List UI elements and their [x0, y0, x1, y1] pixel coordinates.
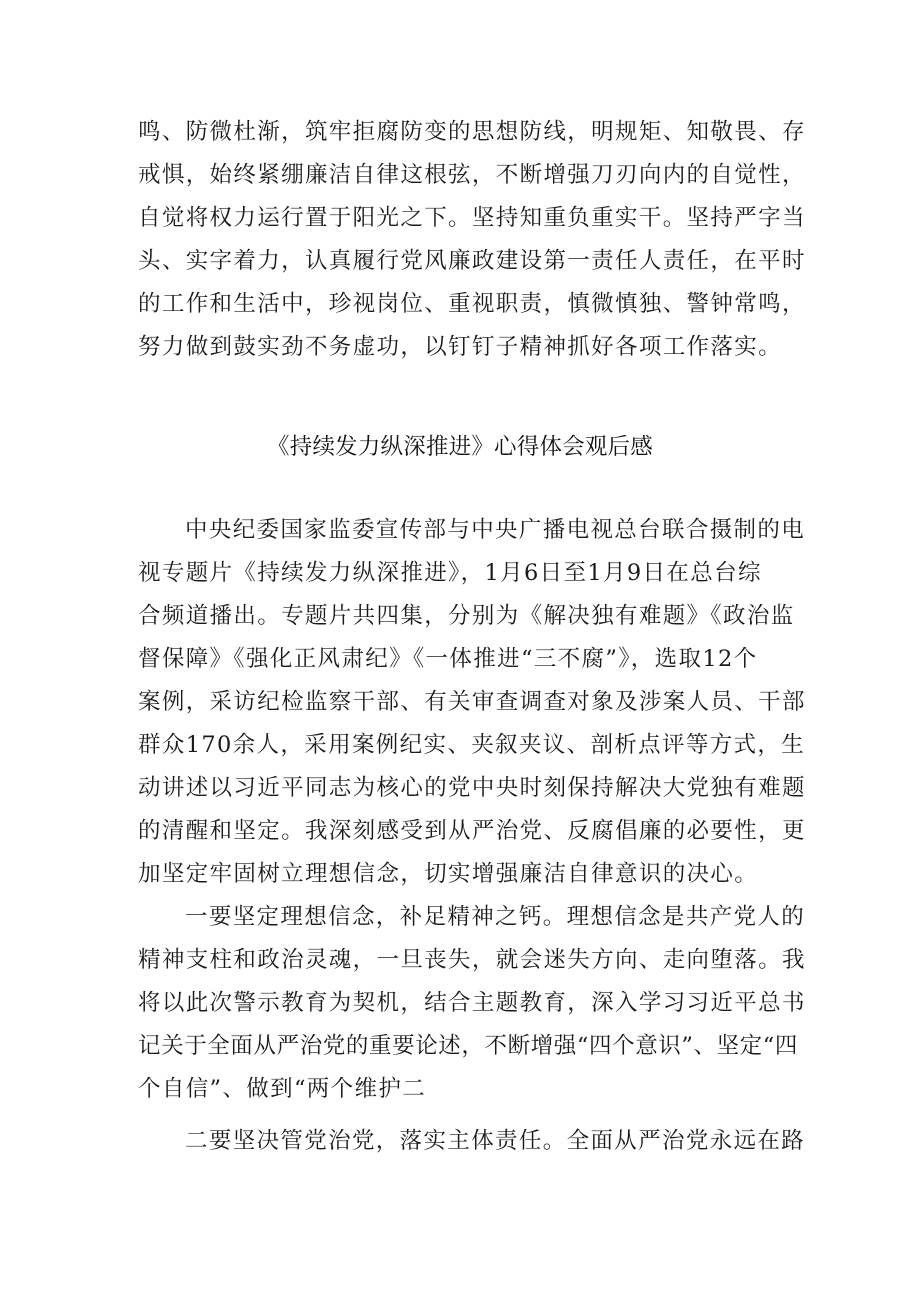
paragraph-line: 的清醒和坚定。我深刻感受到从严治党、反腐倡廉的必要性，更 [138, 818, 806, 844]
paragraph-line: 视专题片《持续发力纵深推进》，1月6日至1月9日在总台综 [138, 560, 762, 586]
paragraph-line: 群众170余人，采用案例纪实、夹叙夹议、剖析点评等方式，生 [138, 732, 806, 758]
paragraph-line: 自觉将权力运行置于阳光之下。坚持知重负重实干。坚持严字当 [138, 205, 806, 231]
paragraph-line: 鸣、防微杜渐，筑牢拒腐防变的思想防线，明规矩、知敬畏、存 [138, 119, 806, 145]
paragraph-line: 的工作和生活中，珍视岗位、重视职责，慎微慎独、警钟常鸣， [138, 291, 806, 317]
paragraph-line: 动讲述以习近平同志为核心的党中央时刻保持解决大党独有难题 [138, 775, 806, 801]
paragraph-line: 个自信”、做到“两个维护二 [138, 1076, 427, 1102]
paragraph-line: 努力做到鼓实劲不务虚功，以钉钉子精神抓好各项工作落实。 [138, 334, 782, 360]
paragraph-line: 精神支柱和政治灵魂，一旦丧失，就会迷失方向、走向堕落。我 [138, 947, 806, 973]
paragraph-line: 中央纪委国家监委宣传部与中央广播电视总台联合摄制的电 [185, 517, 806, 543]
paragraph-line: 头、实字着力，认真履行党风廉政建设第一责任人责任，在平时 [138, 248, 806, 274]
article-title: 《持续发力纵深推进》心得体会观后感 [267, 434, 653, 460]
paragraph-line: 戒惧，始终紧绷廉洁自律这根弦，不断增强刀刃向内的自觉性， [138, 162, 806, 188]
paragraph-line: 将以此次警示教育为契机，结合主题教育，深入学习习近平总书 [138, 990, 806, 1016]
paragraph-line: 加坚定牢固树立理想信念，切实增强廉洁自律意识的决心。 [138, 861, 759, 887]
paragraph-line: 督保障》《强化正风肃纪》《一体推进“三不腐”》，选取12个 [138, 646, 758, 672]
paragraph-line: 合频道播出。专题片共四集，分别为《解决独有难题》《政治监 [138, 603, 795, 629]
paragraph-line: 一要坚定理想信念，补足精神之钙。理想信念是共产党人的 [185, 904, 806, 930]
paragraph-line: 案例，采访纪检监察干部、有关审查调查对象及涉案人员、干部 [138, 689, 806, 715]
paragraph-line: 记关于全面从严治党的重要论述，不断增强“四个意识”、坚定“四 [138, 1033, 799, 1059]
paragraph-line: 二要坚决管党治党，落实主体责任。全面从严治党永远在路 [185, 1128, 806, 1154]
